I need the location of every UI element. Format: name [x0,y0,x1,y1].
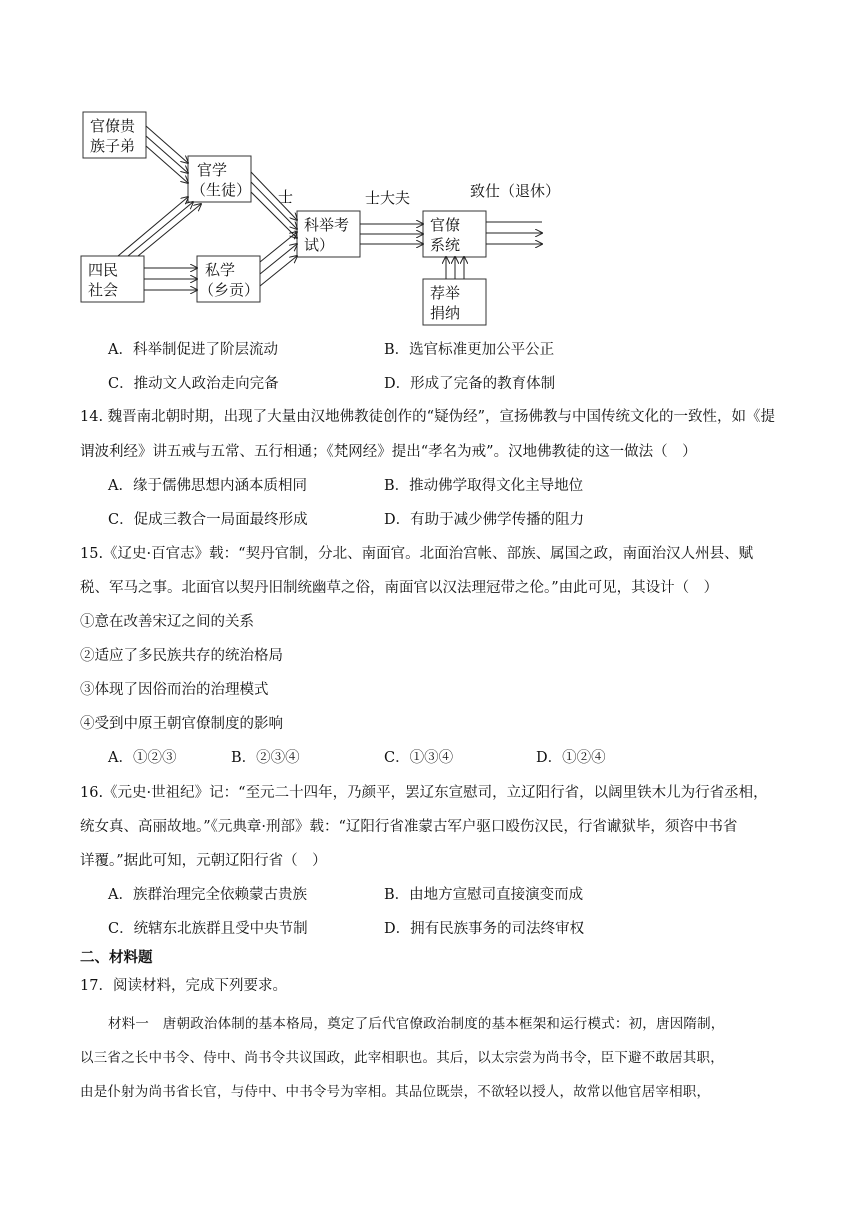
arrow [260,256,297,286]
arrow [138,204,201,256]
q16-option-d: D．拥有民族事务的司法终审权 [384,921,585,937]
retire-label: 致仕（退休） [470,182,561,200]
commoners-label-2: 社会 [88,281,119,299]
q15-option-a: A．①②③ [108,750,177,766]
q14-stem-line-2: 谓波利经》讲五戒与五常、五行相通；《梵网经》提出“孝名为戒”。汉地佛教徒的这一做法（ ） [80,444,697,460]
q14-option-b: B．推动佛学取得文化主导地位 [384,478,584,494]
q15-stem-line-2: 税、军马之事。北面官以契丹旧制统幽草之俗，南面官以汉法理冠带之伦。”由此可见，其设计（ ） [80,580,719,596]
q13-option-b: B．选官标准更加公平公正 [384,342,555,358]
q15-item-3: ③体现了因俗而治的治理模式 [80,682,269,698]
q15-item-1: ①意在改善宋辽之间的关系 [80,614,254,630]
q16-stem-line-3: 详覆。”据此可知，元朝辽阳行省（ ） [80,853,327,869]
recommend-label-1: 荐举 [430,284,461,302]
commoners-label-1: 四民 [88,261,119,279]
q15-item-4: ④受到中原王朝官僚制度的影响 [80,716,283,732]
bureaucracy-label-1: 官僚 [430,216,461,234]
q17-material-line-3: 由是仆射为尚书省长官，与侍中、中书令号为宰相。其品位既崇，不欲轻以授人，故常以他官居宰相职， [80,1084,711,1100]
q15-stem-line-1: 15.《辽史·百官志》载：“契丹官制，分北、南面官。北面治宫帐、部族、属国之政，南面治汉人州县、赋 [80,546,754,562]
aristocrats-label-2: 族子弟 [90,137,136,155]
exam-label-1: 科举考 [304,216,350,234]
q16-stem-line-1: 16.《元史·世祖纪》记：“至元二十四年，乃颜平，罢辽东宣慰司，立辽阳行省，以阔里铁木儿为行省丞相， [80,785,768,801]
bureaucracy-label-2: 系统 [430,236,461,254]
arrow [260,244,297,274]
arrow [146,136,188,173]
q13-option-d: D．形成了完备的教育体制 [384,376,556,392]
arrow [260,232,297,262]
q16-option-c: C．统辖东北族群且受中央节制 [108,921,308,937]
selection-flow-diagram [0,0,868,340]
arrow [118,197,188,256]
private-school-label-1: 私学 [205,261,236,279]
aristocrats-label-1: 官僚贵 [90,117,136,135]
arrow [128,202,193,256]
q15-item-2: ②适应了多民族共存的统治格局 [80,648,283,664]
q15-option-c: C．①③④ [384,750,454,766]
scholar-label: 士 [278,188,294,206]
section-title: 二、材料题 [80,949,153,966]
official-school-label-2: （生徒） [191,181,252,199]
private-school-label-2: （乡贡） [199,281,260,299]
official-school-label-1: 官学 [197,161,228,179]
q14-stem-line-1: 14. 魏晋南北朝时期，出现了大量由汉地佛教徒创作的“疑伪经”，宣扬佛教与中国传统文化的一致性，如《提 [80,409,775,425]
q15-option-d: D．①②④ [536,750,606,766]
q14-option-a: A．缘于儒佛思想内涵本质相同 [108,478,307,494]
q16-option-a: A．族群治理完全依赖蒙古贵族 [108,887,307,903]
exam-label-2: 试） [304,236,335,254]
arrow [146,146,188,183]
q14-option-d: D．有助于减少佛学传播的阻力 [384,512,585,528]
q17-material-line-1: 材料一 唐朝政治体制的基本格局，奠定了后代官僚政治制度的基本框架和运行模式：初，唐因隋制， [108,1016,725,1032]
recommend-label-2: 捐纳 [430,304,461,322]
q17-material-line-2: 以三省之长中书令、侍中、尚书令共议国政，此宰相职也。其后，以太宗尝为尚书令，臣下避不敢居其职， [80,1050,724,1066]
arrow [146,126,188,163]
q14-option-c: C．促成三教合一局面最终形成 [108,512,308,528]
q13-option-a: A．科举制促进了阶层流动 [108,342,278,358]
literati-label: 士大夫 [365,189,411,207]
q15-option-b: B．②③④ [231,750,300,766]
q16-option-b: B．由地方宣慰司直接演变而成 [384,887,584,903]
q16-stem-line-2: 统女真、高丽故地。”《元典章·刑部》载：“辽阳行省准蒙古军户驱口殴伤汉民，行省谳狱毕，须咨中书省 [80,819,738,835]
q17-intro: 17．阅读材料，完成下列要求。 [80,978,287,994]
q13-option-c: C．推动文人政治走向完备 [108,376,279,392]
